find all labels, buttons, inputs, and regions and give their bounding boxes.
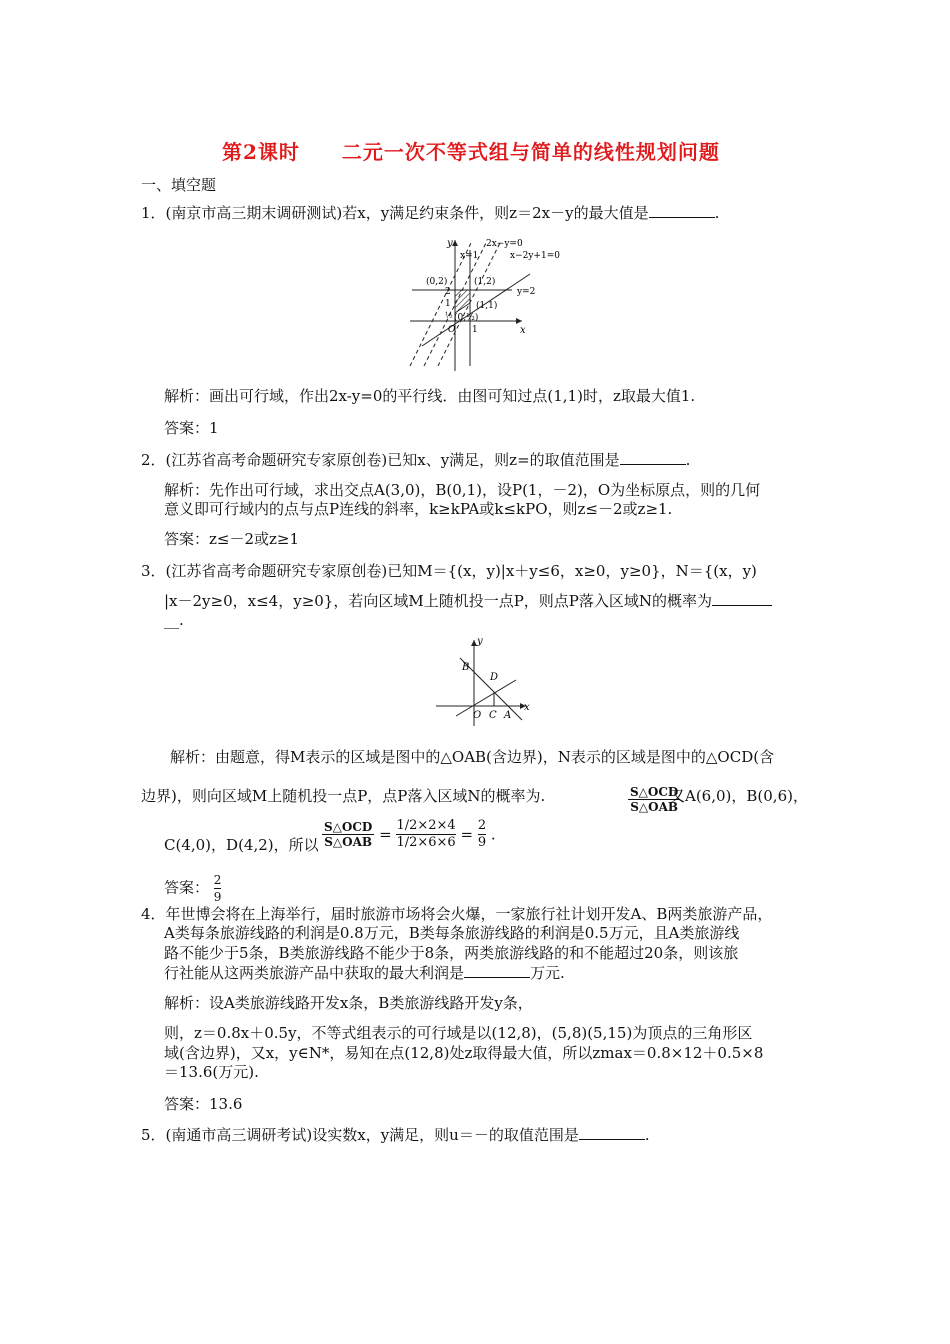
q3-answer: [164, 872, 221, 905]
q4-answer-blank[interactable]: [464, 965, 530, 978]
q1-label-x: x: [520, 325, 526, 336]
q1-label-y: y: [447, 238, 453, 249]
q4-analysis-line4: ＝13.6(万元).: [164, 1063, 259, 1081]
q5-stem: [141, 1124, 650, 1145]
q1-analysis: 解析：画出可行域，作出2x-y=0的平行线．由图可知过点(1,1)时，z取最大值1.: [164, 387, 696, 405]
q3-formula-result-num: 2: [477, 818, 487, 833]
q3-label-D: D: [490, 672, 499, 683]
q4-text-4: 行社能从这两类旅游产品中获取的最大利润是: [164, 964, 465, 982]
q5-number: 5．: [141, 1126, 166, 1144]
q1-answer: 答案：1: [164, 419, 219, 437]
q1-label-p02: (0,2): [426, 277, 448, 287]
q4-stem-line4: [164, 962, 565, 983]
q1-label-p0half: (0,½): [454, 313, 479, 323]
q1-label-1y: 1: [445, 299, 451, 309]
q4-analysis-line1: 解析：设A类旅游线路开发x条，B类旅游线路开发y条，: [164, 994, 533, 1012]
q3-analysis-line2: [141, 785, 545, 806]
q3-figure: [430, 636, 540, 728]
q3-formula-result-den: 9: [477, 835, 487, 850]
q1-feasible-region: [455, 290, 470, 313]
q1-label-1x: 1: [472, 325, 478, 335]
q3-stem-line2: [164, 590, 772, 611]
q3-stem-line3: __.: [164, 611, 184, 629]
q1-label-x1: x=1: [460, 251, 479, 261]
q5-answer-blank[interactable]: [579, 1127, 645, 1140]
q3-ratio-denominator: S△OAB: [630, 800, 679, 814]
section-heading: 一、填空题: [141, 176, 217, 194]
q1-label-y2: y=2: [517, 287, 536, 297]
q4-stem-line3: 路不能少于5条，B类旅游线路不能少于8条，两类旅游线路的和不能超过20条，则该旅: [164, 944, 739, 962]
q4-analysis-line3: 域(含边界)，又x，y∈N*，易知在点(12,8)处z取得最大值，所以zmax＝0.8×12＋0.5×8: [164, 1044, 764, 1062]
q4-stem-line2: A类每条旅游线路的利润是0.8万元，B类每条旅游线路的利润是0.5万元，且A类旅游线: [164, 924, 740, 942]
q2-answer-blank[interactable]: [620, 452, 686, 465]
q1-stem: [141, 202, 719, 223]
q3-label-x: x: [524, 702, 530, 713]
q2-text: (江苏省高考命题研究专家原创卷)已知x、y满足，则z=的取值范围是: [165, 451, 620, 469]
q4-number: 4．: [141, 905, 166, 923]
q3-ratio-numerator: S△OCD: [630, 785, 679, 799]
q3-text-1: (江苏省高考命题研究专家原创卷)已知M＝{(x，y)|x＋y≤6，x≥0，y≥0}，N＝{(x，y): [165, 562, 757, 580]
q4-text-4-tail: 万元.: [530, 964, 565, 982]
q1-label-x-2y: x−2y+1=0: [510, 251, 560, 261]
q1-label-2: 2: [445, 287, 451, 297]
q1-figure: [402, 236, 574, 374]
q1-number: 1．: [141, 204, 166, 222]
q3-formula-ratio-num: S△OCD: [324, 820, 373, 834]
q1-text: (南京市高三期末调研测试)若x，y满足约束条件，则z＝2x－y的最大值是: [165, 204, 649, 222]
q3-label-A: A: [504, 710, 512, 721]
q2-end: .: [685, 451, 691, 469]
q3-analysis-line3: C(4,0)，D(4,2)，所以: [164, 836, 319, 854]
q1-answer-blank[interactable]: [649, 205, 715, 218]
q2-number: 2．: [141, 451, 166, 469]
q3-label-O: O: [473, 710, 482, 721]
q2-analysis-line1: 解析：先作出可行域，求出交点A(3,0)，B(0,1)，设P(1，－2)，O为坐标原点，则的几何: [164, 481, 761, 499]
q3-stem-line1: [141, 560, 757, 581]
q3-answer-num: 2: [213, 873, 222, 887]
q3-answer-den: 9: [213, 890, 222, 904]
q3-label-B: B: [462, 662, 470, 673]
q1-label-origin: O: [448, 325, 456, 335]
page-title: 第2课时 二元一次不等式组与简单的线性规划问题: [222, 140, 720, 164]
q3-formula-ratio-den: S△OAB: [324, 835, 373, 849]
q2-answer: 答案：z≤－2或z≥1: [164, 530, 300, 548]
q3-answer-label: 答案：: [164, 878, 210, 897]
q3-text-2: |x－2y≥0，x≤4，y≥0}，若向区域M上随机投一点P，则点P落入区域N的概率为: [164, 592, 713, 610]
q1-label-2x-y: 2x−y=0: [486, 239, 523, 249]
q5-end: .: [644, 1126, 650, 1144]
q3-label-C: C: [489, 710, 497, 721]
q1-label-p11: (1,1): [476, 301, 498, 311]
q1-label-p12: (1,2): [474, 277, 496, 287]
q3-formula: $\frac{\text{S△OCD}}{\text{S△OAB}}$ = $\frac{1/2\times 2\times 4}{1/2\times 6\times 6}$ = $\frac{2}{9}$ .: [324, 818, 496, 850]
q3-label-y: y: [477, 636, 483, 647]
q4-stem-line1: [141, 903, 772, 924]
q3-analysis-line2-text: 边界)，则向区域M上随机投一点P，点P落入区域N的概率为.: [141, 787, 546, 805]
q3-analysis-line2-tail: 又A(6,0)，B(0,6)，: [670, 787, 808, 805]
q4-text-1: 年世博会将在上海举行，届时旅游市场将会火爆，一家旅行社计划开发A、B两类旅游产品，: [165, 905, 773, 923]
q2-stem: [141, 449, 690, 470]
q3-formula-den: 1/2×6×6: [396, 835, 456, 850]
q3-answer-blank[interactable]: [712, 593, 772, 606]
q4-analysis-line2: 则，z＝0.8x＋0.5y，不等式组表示的可行域是以(12,8)，(5,8)(5,15)为顶点的三角形区: [164, 1024, 753, 1042]
q4-answer: 答案：13.6: [164, 1095, 243, 1113]
q3-analysis-line1: 解析：由题意，得M表示的区域是图中的△OAB(含边界)，N表示的区域是图中的△OCD(含: [170, 748, 775, 766]
q1-end: .: [714, 204, 720, 222]
q3-number: 3．: [141, 562, 166, 580]
q5-text: (南通市高三调研考试)设实数x，y满足，则u＝－的取值范围是: [165, 1126, 579, 1144]
q3-formula-num: 1/2×2×4: [396, 818, 456, 833]
q2-analysis-line2: 意义即可行域内的点与点P连线的斜率，k≥kPA或k≤kPO，则z≤－2或z≥1.: [164, 500, 673, 518]
q1-label-half: ½: [445, 311, 453, 320]
